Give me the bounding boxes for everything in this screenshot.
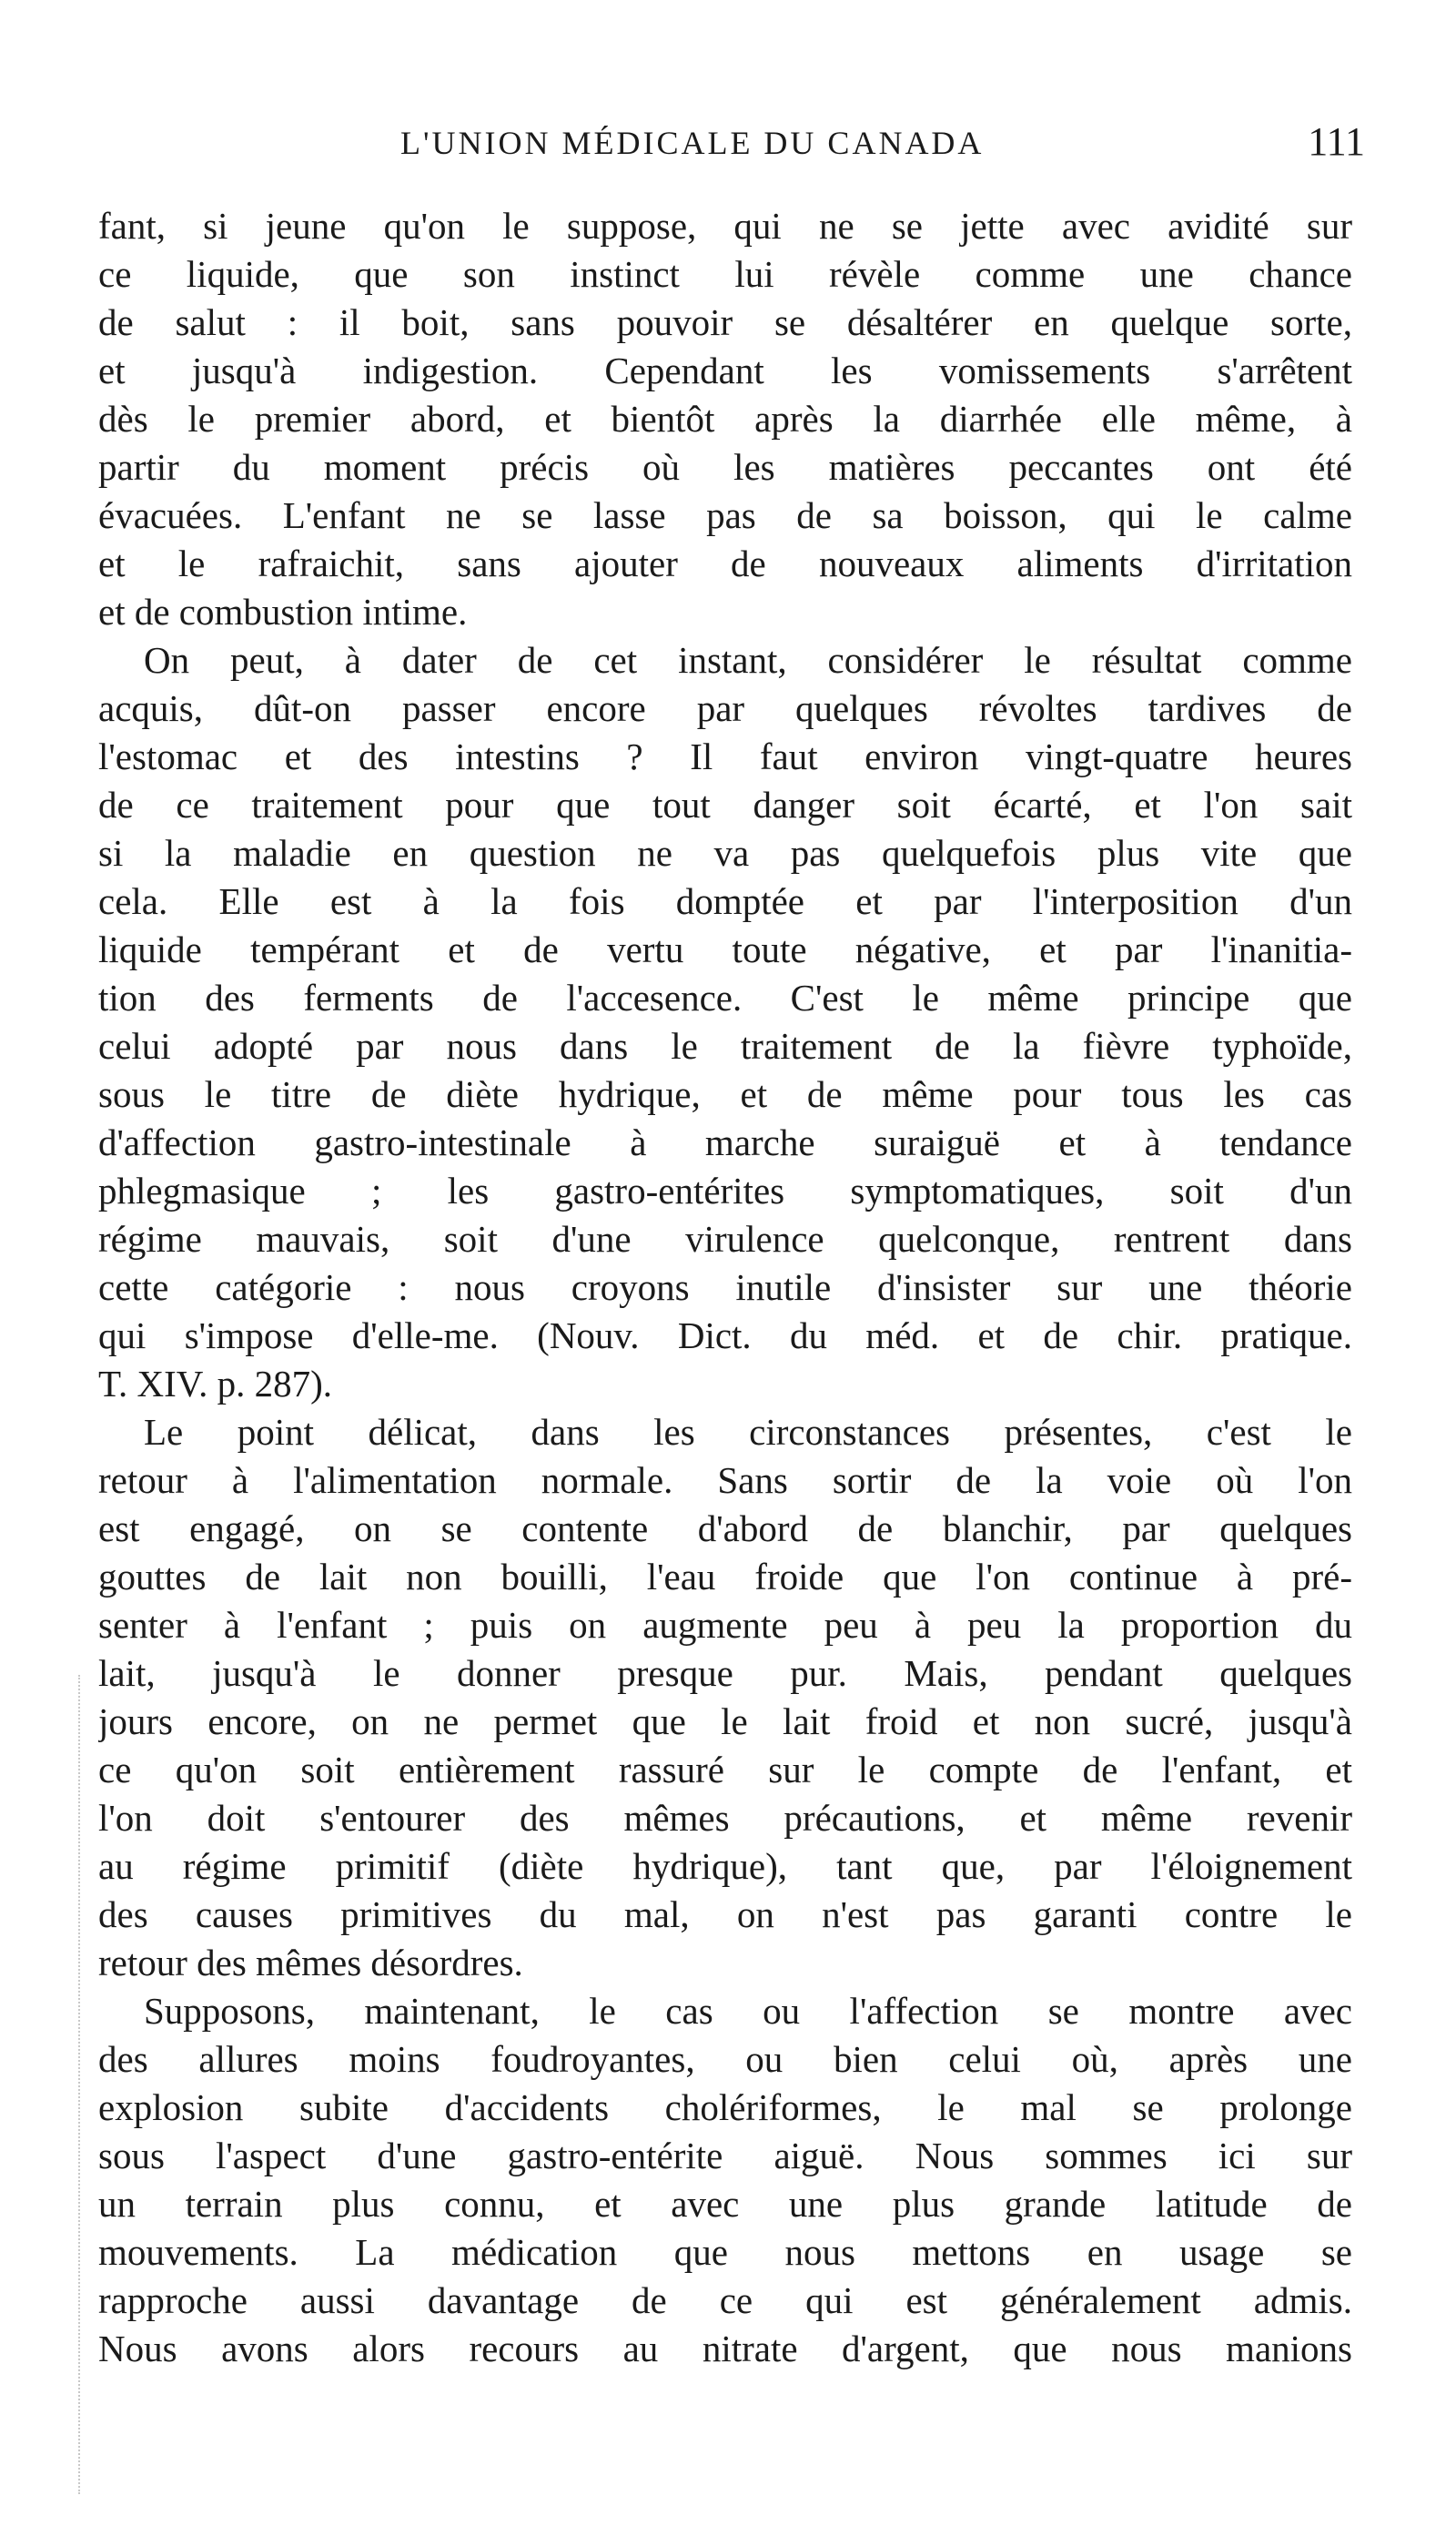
running-title: L'UNION MÉDICALE DU CANADA bbox=[400, 125, 985, 161]
text-line: partir du moment précis où les matières peccantes ont été bbox=[98, 446, 1352, 488]
text-line: retour à l'alimentation normale. Sans sortir de la voie où l'on bbox=[98, 1459, 1352, 1501]
text-line: si la maladie en question ne va pas quelquefois plus vite que bbox=[98, 832, 1352, 874]
text-line: Supposons, maintenant, le cas ou l'affection se montre avec bbox=[144, 1990, 1352, 2032]
text-line: celui adopté par nous dans le traitement de la fièvre typhoïde, bbox=[98, 1025, 1352, 1067]
text-line: acquis, dût-on passer encore par quelques révoltes tardives de bbox=[98, 687, 1352, 729]
text-line: gouttes de lait non bouilli, l'eau froide que l'on continue à pré- bbox=[98, 1556, 1352, 1598]
text-line: jours encore, on ne permet que le lait froid et non sucré, jusqu'à bbox=[98, 1700, 1352, 1742]
text-line: explosion subite d'accidents cholériformes, le mal se prolonge bbox=[98, 2086, 1352, 2128]
text-line: T. XIV. p. 287). bbox=[98, 1363, 332, 1405]
text-line: et de combustion intime. bbox=[98, 591, 468, 633]
text-line: rapproche aussi davantage de ce qui est généralement admis. bbox=[98, 2279, 1352, 2321]
text-line: et le rafraichit, sans ajouter de nouveaux aliments d'irritation bbox=[98, 543, 1352, 584]
text-line: retour des mêmes désordres. bbox=[98, 1942, 523, 1983]
text-line: mouvements. La médication que nous mettons en usage se bbox=[98, 2231, 1352, 2273]
text-line: senter à l'enfant ; puis on augmente peu à peu la proportion du bbox=[98, 1604, 1352, 1646]
page-number: 111 bbox=[1308, 119, 1365, 164]
text-line: évacuées. L'enfant ne se lasse pas de sa boisson, qui le calme bbox=[98, 494, 1352, 536]
gutter-marks bbox=[78, 1675, 84, 2494]
text-line: fant, si jeune qu'on le suppose, qui ne se jette avec avidité sur bbox=[98, 205, 1352, 247]
text-line: l'on doit s'entourer des mêmes précautions, et même revenir bbox=[98, 1797, 1352, 1839]
text-line: ce liquide, que son instinct lui révèle comme une chance bbox=[98, 253, 1352, 295]
running-head bbox=[91, 119, 1365, 178]
text-line: sous le titre de diète hydrique, et de même pour tous les cas bbox=[98, 1073, 1352, 1115]
text-line: des allures moins foudroyantes, ou bien celui où, après une bbox=[98, 2038, 1352, 2080]
text-line: et jusqu'à indigestion. Cependant les vomissements s'arrêtent bbox=[98, 350, 1352, 391]
text-line: des causes primitives du mal, on n'est pas garanti contre le bbox=[98, 1893, 1352, 1935]
text-line: de salut : il boit, sans pouvoir se désaltérer en quelque sorte, bbox=[98, 301, 1352, 343]
text-line: cette catégorie : nous croyons inutile d'insister sur une théorie bbox=[98, 1266, 1352, 1308]
text-line: de ce traitement pour que tout danger soit écarté, et l'on sait bbox=[98, 784, 1352, 826]
text-line: au régime primitif (diète hydrique), tant que, par l'éloignement bbox=[98, 1845, 1352, 1887]
text-line: l'estomac et des intestins ? Il faut environ vingt-quatre heures bbox=[98, 735, 1352, 777]
body-text bbox=[98, 202, 1352, 2373]
text-line: est engagé, on se contente d'abord de blanchir, par quelques bbox=[98, 1507, 1352, 1549]
text-line: ce qu'on soit entièrement rassuré sur le compte de l'enfant, et bbox=[98, 1749, 1352, 1790]
text-line: Nous avons alors recours au nitrate d'argent, que nous manions bbox=[98, 2328, 1352, 2369]
text-line: dès le premier abord, et bientôt après la diarrhée elle même, à bbox=[98, 398, 1352, 440]
text-line: cela. Elle est à la fois domptée et par l'interposition d'un bbox=[98, 880, 1352, 922]
text-line: sous l'aspect d'une gastro-entérite aiguë. Nous sommes ici sur bbox=[98, 2135, 1352, 2176]
text-line: tion des ferments de l'accesence. C'est le même principe que bbox=[98, 977, 1352, 1019]
text-line: liquide tempérant et de vertu toute négative, et par l'inanitia- bbox=[98, 928, 1352, 970]
text-line: un terrain plus connu, et avec une plus grande latitude de bbox=[98, 2183, 1352, 2225]
text-line: On peut, à dater de cet instant, considérer le résultat comme bbox=[144, 639, 1352, 681]
text-line: d'affection gastro-intestinale à marche suraiguë et à tendance bbox=[98, 1121, 1352, 1163]
text-line: régime mauvais, soit d'une virulence quelconque, rentrent dans bbox=[98, 1218, 1352, 1260]
text-line: phlegmasique ; les gastro-entérites symptomatiques, soit d'un bbox=[98, 1170, 1352, 1212]
text-line: Le point délicat, dans les circonstances présentes, c'est le bbox=[144, 1411, 1352, 1453]
text-line: lait, jusqu'à le donner presque pur. Mais, pendant quelques bbox=[98, 1652, 1352, 1694]
text-line: qui s'impose d'elle-me. (Nouv. Dict. du méd. et de chir. pratique. bbox=[98, 1314, 1352, 1356]
